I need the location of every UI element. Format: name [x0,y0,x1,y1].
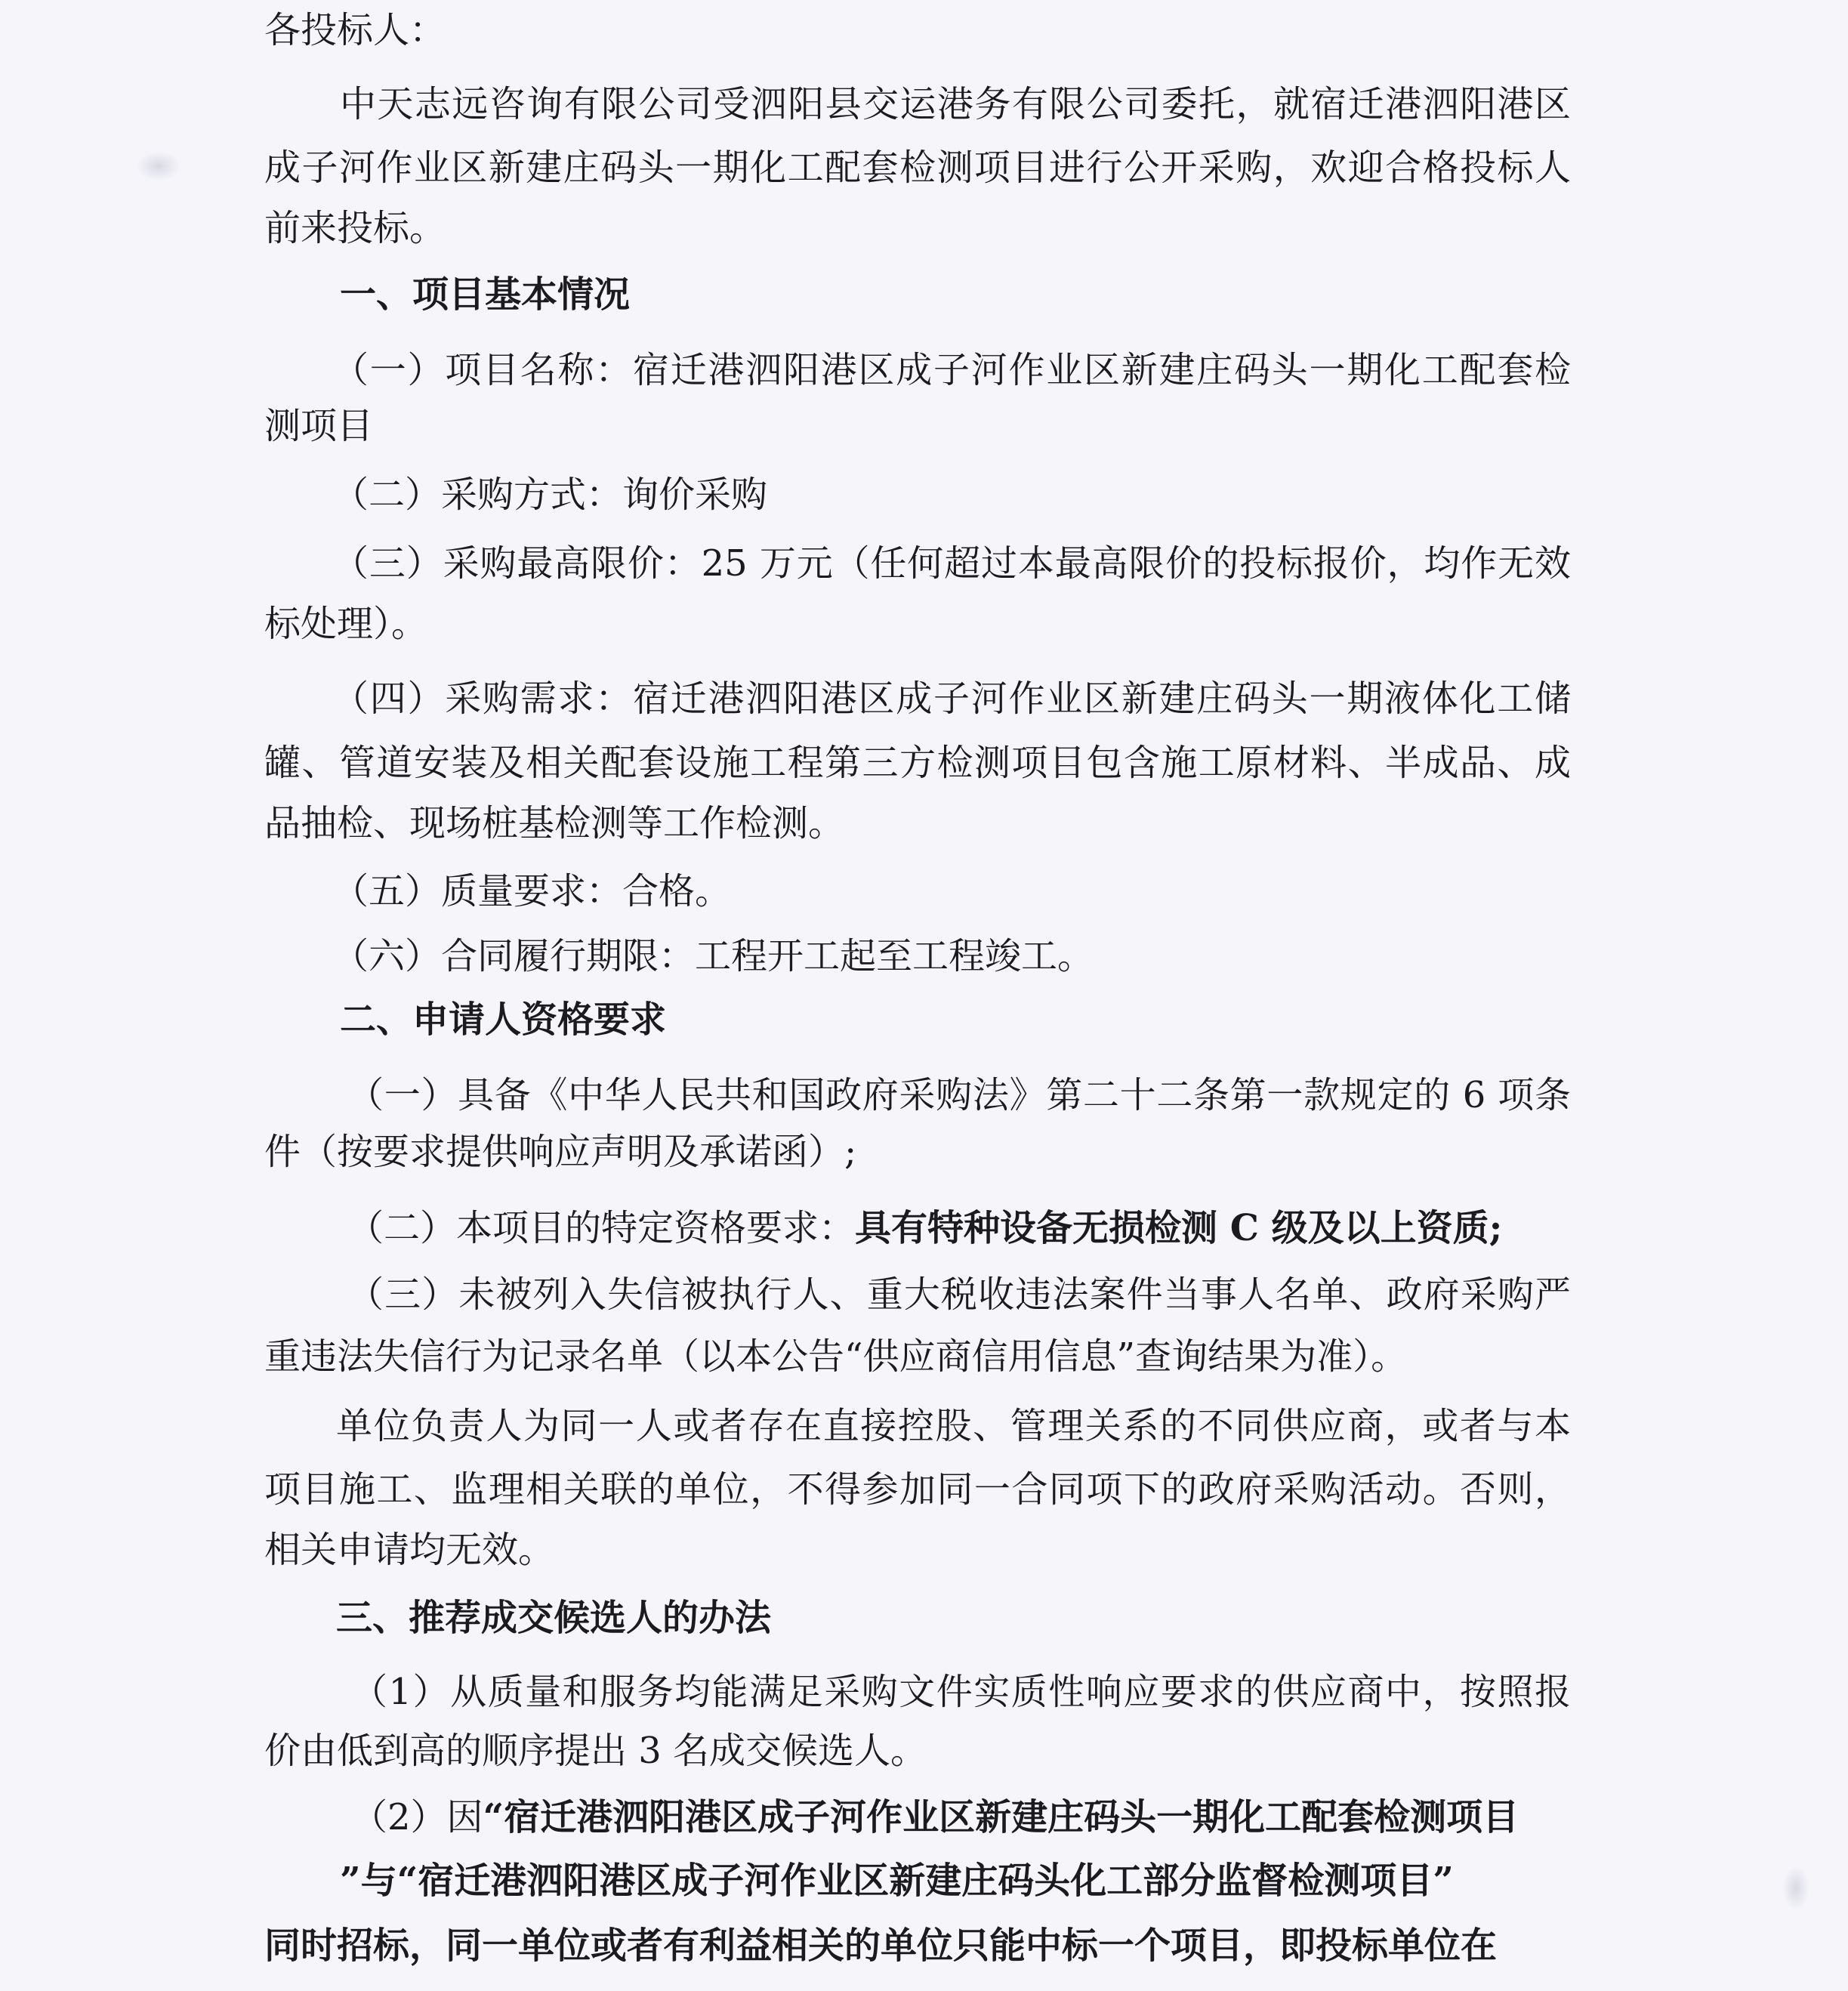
price-limit-line: 标处理）。 [264,603,428,645]
demand-line: 罐、管道安装及相关配套设施工程第三方检测项目包含施工原材料、半成品、成 [264,742,1571,784]
special-qualification [347,1205,1502,1251]
joint-bidding-line: 同时招标，同一单位或者有利益相关的单位只能中标一个项目，即投标单位在 [264,1925,1498,1967]
joint-bidding-bold: “宿迁港泗阳港区成子河作业区新建庄码头一期化工配套检测项目 [483,1796,1519,1838]
price-limit-line: （三）采购最高限价：25 万元（任何超过本最高限价的投标报价，均作无效 [332,542,1571,585]
demand-line: （四）采购需求：宿迁港泗阳港区成子河作业区新建庄码头一期液体化工储 [332,678,1571,720]
project-name-line: （一）项目名称：宿迁港泗阳港区成子河作业区新建庄码头一期化工配套检 [332,349,1571,391]
quality-requirement: （五）质量要求：合格。 [332,870,732,912]
contract-period: （六）合同履行期限：工程开工起至工程竣工。 [332,935,1094,977]
qualification-line: （一）具备《中华人民共和国政府采购法》第二十二条第一款规定的 6 项条 [347,1074,1571,1116]
demand-line: 品抽检、现场桩基检测等工作检测。 [264,802,845,844]
credit-line: （三）未被列入失信被执行人、重大税收违法案件当事人名单、政府采购严 [347,1273,1571,1316]
candidate-line: 价由低到高的顺序提出 3 名成交候选人。 [264,1730,927,1772]
note-line: 项目施工、监理相关联的单位，不得参加同一合同项下的政府采购活动。否则， [264,1468,1571,1511]
note-line: 单位负责人为同一人或者存在直接控股、管理关系的不同供应商，或者与本 [336,1405,1571,1447]
candidate-line: （1）从质量和服务均能满足采购文件实质性响应要求的供应商中，按照报 [351,1671,1571,1713]
section-heading: 二、申请人资格要求 [340,999,667,1041]
procurement-method: （二）采购方式：询价采购 [332,474,768,516]
scan-smudge-mark [136,151,181,181]
special-qualification-label: （二）本项目的特定资格要求： [347,1207,856,1249]
note-line: 相关申请均无效。 [264,1529,555,1571]
scan-smudge-mark [1782,1866,1809,1911]
salutation: 各投标人： [264,9,446,51]
joint-bidding-prefix: （2）因 [351,1796,483,1838]
joint-bidding-line [351,1795,1519,1840]
project-name-line: 测项目 [264,405,374,447]
intro-line: 成子河作业区新建庄码头一期化工配套检测项目进行公开采购，欢迎合格投标人 [264,147,1571,189]
joint-bidding-line: ”与“宿迁港泗阳港区成子河作业区新建庄码头化工部分监督检测项目” [340,1860,1454,1902]
special-qualification-value: 具有特种设备无损检测 C 级及以上资质; [855,1207,1503,1249]
qualification-line: 件（按要求提供响应声明及承诺函）; [264,1131,857,1173]
section-heading: 一、项目基本情况 [340,273,631,316]
intro-line: 前来投标。 [264,207,446,249]
credit-line: 重违法失信行为记录名单（以本公告“供应商信用信息”查询结果为准）。 [264,1335,1408,1378]
intro-line: 中天志远咨询有限公司受泗阳县交运港务有限公司委托，就宿迁港泗阳港区 [340,83,1571,125]
section-heading: 三、推荐成交候选人的办法 [336,1597,772,1639]
